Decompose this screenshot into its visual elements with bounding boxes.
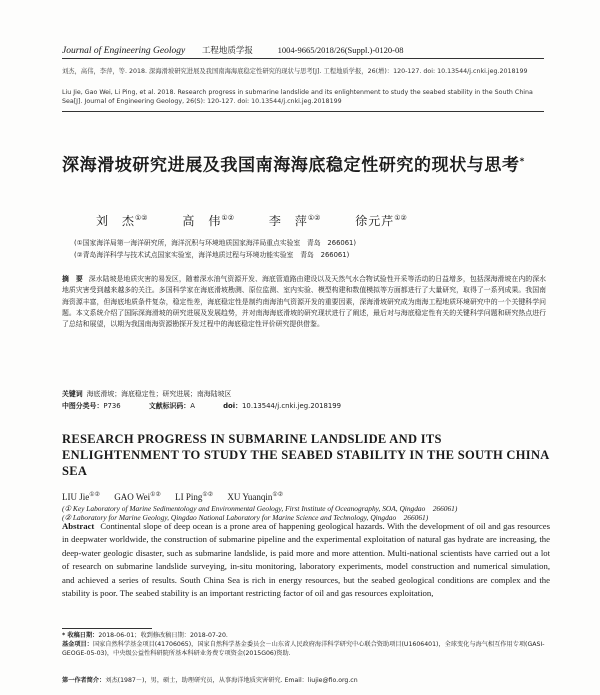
classification-line: 中图分类号：P736 文献标识码：A doi：10.13544/j.cnki.jeg.2018199 — [62, 402, 342, 410]
affiliation-cn-1: (①国家海洋局第一海洋研究所，海洋沉积与环境地质国家海洋局重点实验室 青岛 266061) — [74, 239, 357, 247]
footnote-author: 第一作者简介：刘杰(1987－)，男，硕士，助理研究员，从事海洋地质灾害研究. Email：liujie@fio.org.cn — [62, 677, 358, 684]
article-title-cn: 深海滑坡研究进展及我国南海海底稳定性研究的现状与思考* — [62, 155, 525, 176]
author-cn: 刘 杰①② — [96, 214, 148, 228]
running-header — [62, 44, 562, 56]
citation-cn: 刘杰，高伟，李萍，等. 2018. 深海滑坡研究进展及我国南海海底稳定性研究的现状与思考[J]. 工程地质学报，26(增)：120-127. doi: 10.13544/j.cnki.jeg.2018199 — [62, 68, 528, 75]
affiliation-en-2: (② Laboratory for Marine Geology, Qingdao National Laboratory for Marine Science and Technology, Qingdao 266061) — [62, 513, 429, 522]
author-list-cn — [96, 212, 437, 229]
footnote-received: * 收稿日期：2018-06-01；收到修改稿日期：2018-07-20. — [62, 632, 228, 639]
article-title-en: RESEARCH PROGRESS IN SUBMARINE LANDSLIDE AND ITS ENLIGHTENMENT TO STUDY THE SEABED STABILITY IN THE SOUTH CHINA SEA — [62, 432, 549, 478]
abstract-cn — [62, 274, 546, 330]
citation-rule — [62, 111, 544, 112]
abstract-cn-text: 深水陆坡是地质灾害的易发区，随着深水油气资源开发、海底管道路由建设以及天然气水合物试验性开采等活动的日益增多，包括深海滑坡在内的深水地质灾害受到越来越多的关注。多国科学家在海底滑坡勘测、原位监测、室内实验、模型构建和数值模拟等方面都进行了大量研究，取得了一系列成果。我国南海资源丰富，但海底地质条件复杂，稳定性差，海底稳定性是制约南海油气资源开发的重要因素，深海滑坡研究成为南海工程地质环境研究中的一个关键科学问题。本文系统介绍了国际深海滑坡的研究进展及发展趋势，并对南海海底滑坡的研究现状进行了阐述，最后对与海底稳定性有关的关键科学问题和研究热点进行了总结和展望，以期为我国南海资源勘探开发过程中的海底稳定性评价研究提供借鉴。 — [62, 275, 547, 329]
footnote-rule — [62, 628, 152, 629]
author-en: GAO Wei①② — [114, 492, 161, 502]
keywords-cn: 关键词 海底滑坡；海底稳定性；研究进展；南海陆坡区 — [62, 390, 232, 398]
abstract-en-text: Continental slope of deep ocean is a prone area of happening geological hazards. With the development of oil and gas resources in deepwater worldwide, the construction of submarine pipeline and the experimental exploitation of natural gas hydrate are increasing, the deep-water geologic disaster, such as submarine landslide, is paid more and more attention. Multi-national scientists have carried out a lot of research on submarine landslide surveying, in-situ monitoring, laboratory experiments, model construction and numerical simulation, and achieved a series of results. South China Sea is rich in energy resources, but the seabed geological conditions are complex and the stability is poor. The seabed stability is an important restricting factor of oil and gas resources exploitation, — [62, 521, 550, 599]
footnote-funding: 基金项目：国家自然科学基金项目(41706065)，国家自然科学基金委员会－山东省人民政府海洋科学研究中心联合资助项目(U1606401)，全球变化与海气相互作用专项(GASI-GEOGE-05-03)，中央级公益性科研院所基本科研业务费专项资金(2015G06)资助. — [62, 641, 545, 657]
abstract-en-label: Abstract — [62, 521, 95, 531]
abstract-cn-label: 摘 要 — [62, 275, 83, 283]
author-en: LIU Jie①② — [62, 492, 101, 502]
author-cn: 徐元芹①② — [355, 214, 407, 228]
citation-en: Liu Jie, Gao Wei, Li Ping, et al. 2018. Research progress in submarine landslide and its enlightenment to study the seabed stability in the South China Sea[J]. Journal of Engineering Geology, 26(S): 120-127. doi: 10.13544/j.cnki.jeg.2018199 — [62, 89, 533, 106]
affiliation-en-1: (① Key Laboratory of Marine Sedimentology and Environmental Geology, First Institute of Oceanography, SOA, Qingdao 266061) — [62, 504, 458, 513]
journal-name-cn: 工程地质学报 — [201, 46, 253, 56]
issn-doi: 1004-9665/2018/26(Suppl.)-0120-08 — [277, 45, 404, 55]
author-en: XU Yuanqin①② — [227, 492, 284, 502]
journal-name: Journal of Engineering Geology — [62, 46, 186, 56]
abstract-en — [62, 520, 550, 600]
author-cn: 李 萍①② — [268, 214, 321, 228]
author-list-en — [62, 491, 295, 502]
author-en: LI Ping①② — [175, 492, 214, 502]
affiliation-cn-2: (②青岛海洋科学与技术试点国家实验室，海洋地质过程与环境功能实验室 青岛 266061) — [74, 251, 350, 259]
header-rule — [62, 58, 544, 59]
author-cn: 高 伟①② — [182, 214, 234, 228]
